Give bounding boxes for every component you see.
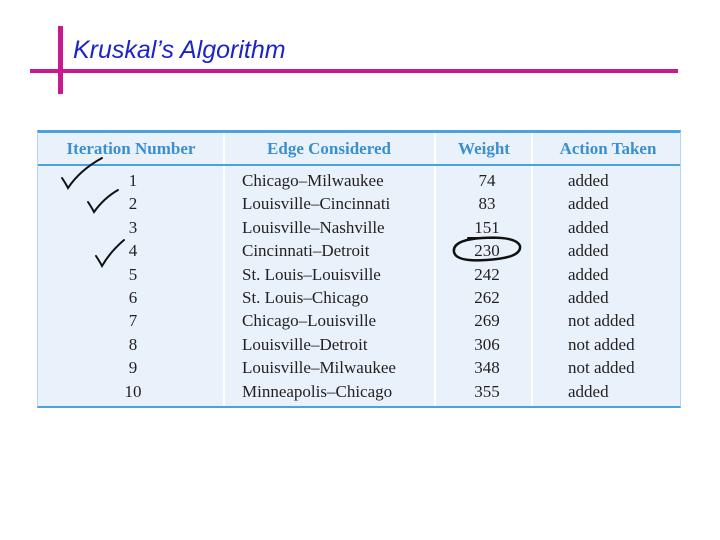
slide-title: Kruskal’s Algorithm xyxy=(73,36,286,64)
cell-weight: 306 xyxy=(474,334,500,354)
cell-weight: 242 xyxy=(474,264,500,284)
cell-iteration: 9 xyxy=(128,358,138,378)
cell-edge: Louisville–Detroit xyxy=(242,334,368,354)
checkmark-iteration-1 xyxy=(62,158,102,188)
checkmark-iteration-4 xyxy=(96,240,124,266)
cell-edge: Louisville–Milwaukee xyxy=(242,358,396,378)
cell-edge: Chicago–Louisville xyxy=(242,311,377,331)
cell-iteration: 6 xyxy=(128,288,138,307)
circle-weight-230 xyxy=(454,238,520,261)
cell-iteration: 4 xyxy=(128,241,138,261)
cell-edge: Minneapolis–Chicago xyxy=(242,381,393,401)
header-action-taken: Action Taken xyxy=(559,139,657,158)
cell-action: added xyxy=(568,194,609,214)
cell-action: added xyxy=(568,288,609,307)
cell-action: added xyxy=(568,241,609,261)
cell-edge: Louisville–Nashville xyxy=(242,217,385,237)
header-iteration-number: Iteration Number xyxy=(66,139,196,158)
cell-iteration: 8 xyxy=(128,334,138,354)
header-edge-considered: Edge Considered xyxy=(267,139,391,158)
cell-weight: 269 xyxy=(474,311,500,331)
cell-action: added xyxy=(568,381,609,401)
cell-iteration: 2 xyxy=(128,194,138,214)
cell-iteration: 7 xyxy=(128,311,138,331)
cell-iteration: 3 xyxy=(128,217,138,237)
cell-weight: 355 xyxy=(474,381,500,401)
header-weight: Weight xyxy=(458,139,510,158)
cell-edge: St. Louis–Louisville xyxy=(242,264,381,284)
cell-action: not added xyxy=(568,358,635,378)
cell-weight: 348 xyxy=(474,358,500,378)
cell-edge: Louisville–Cincinnati xyxy=(242,194,391,214)
cell-edge: St. Louis–Chicago xyxy=(242,288,369,307)
cell-action: not added xyxy=(568,334,635,354)
cell-action: not added xyxy=(568,311,635,331)
cell-weight: 83 xyxy=(478,194,496,214)
cell-iteration: 10 xyxy=(124,381,142,401)
cell-action: added xyxy=(568,217,609,237)
cell-edge: Chicago–Milwaukee xyxy=(242,171,384,190)
cell-weight: 74 xyxy=(478,171,496,190)
cell-weight: 151 xyxy=(474,217,500,237)
cell-iteration: 1 xyxy=(128,171,138,190)
checkmark-iteration-2 xyxy=(88,190,118,212)
cell-iteration: 5 xyxy=(128,264,138,284)
cell-action: added xyxy=(568,264,609,284)
cell-action: added xyxy=(568,171,609,190)
cell-weight: 262 xyxy=(474,288,500,307)
cell-weight: 230 xyxy=(474,241,500,261)
cell-edge: Cincinnati–Detroit xyxy=(242,241,370,261)
